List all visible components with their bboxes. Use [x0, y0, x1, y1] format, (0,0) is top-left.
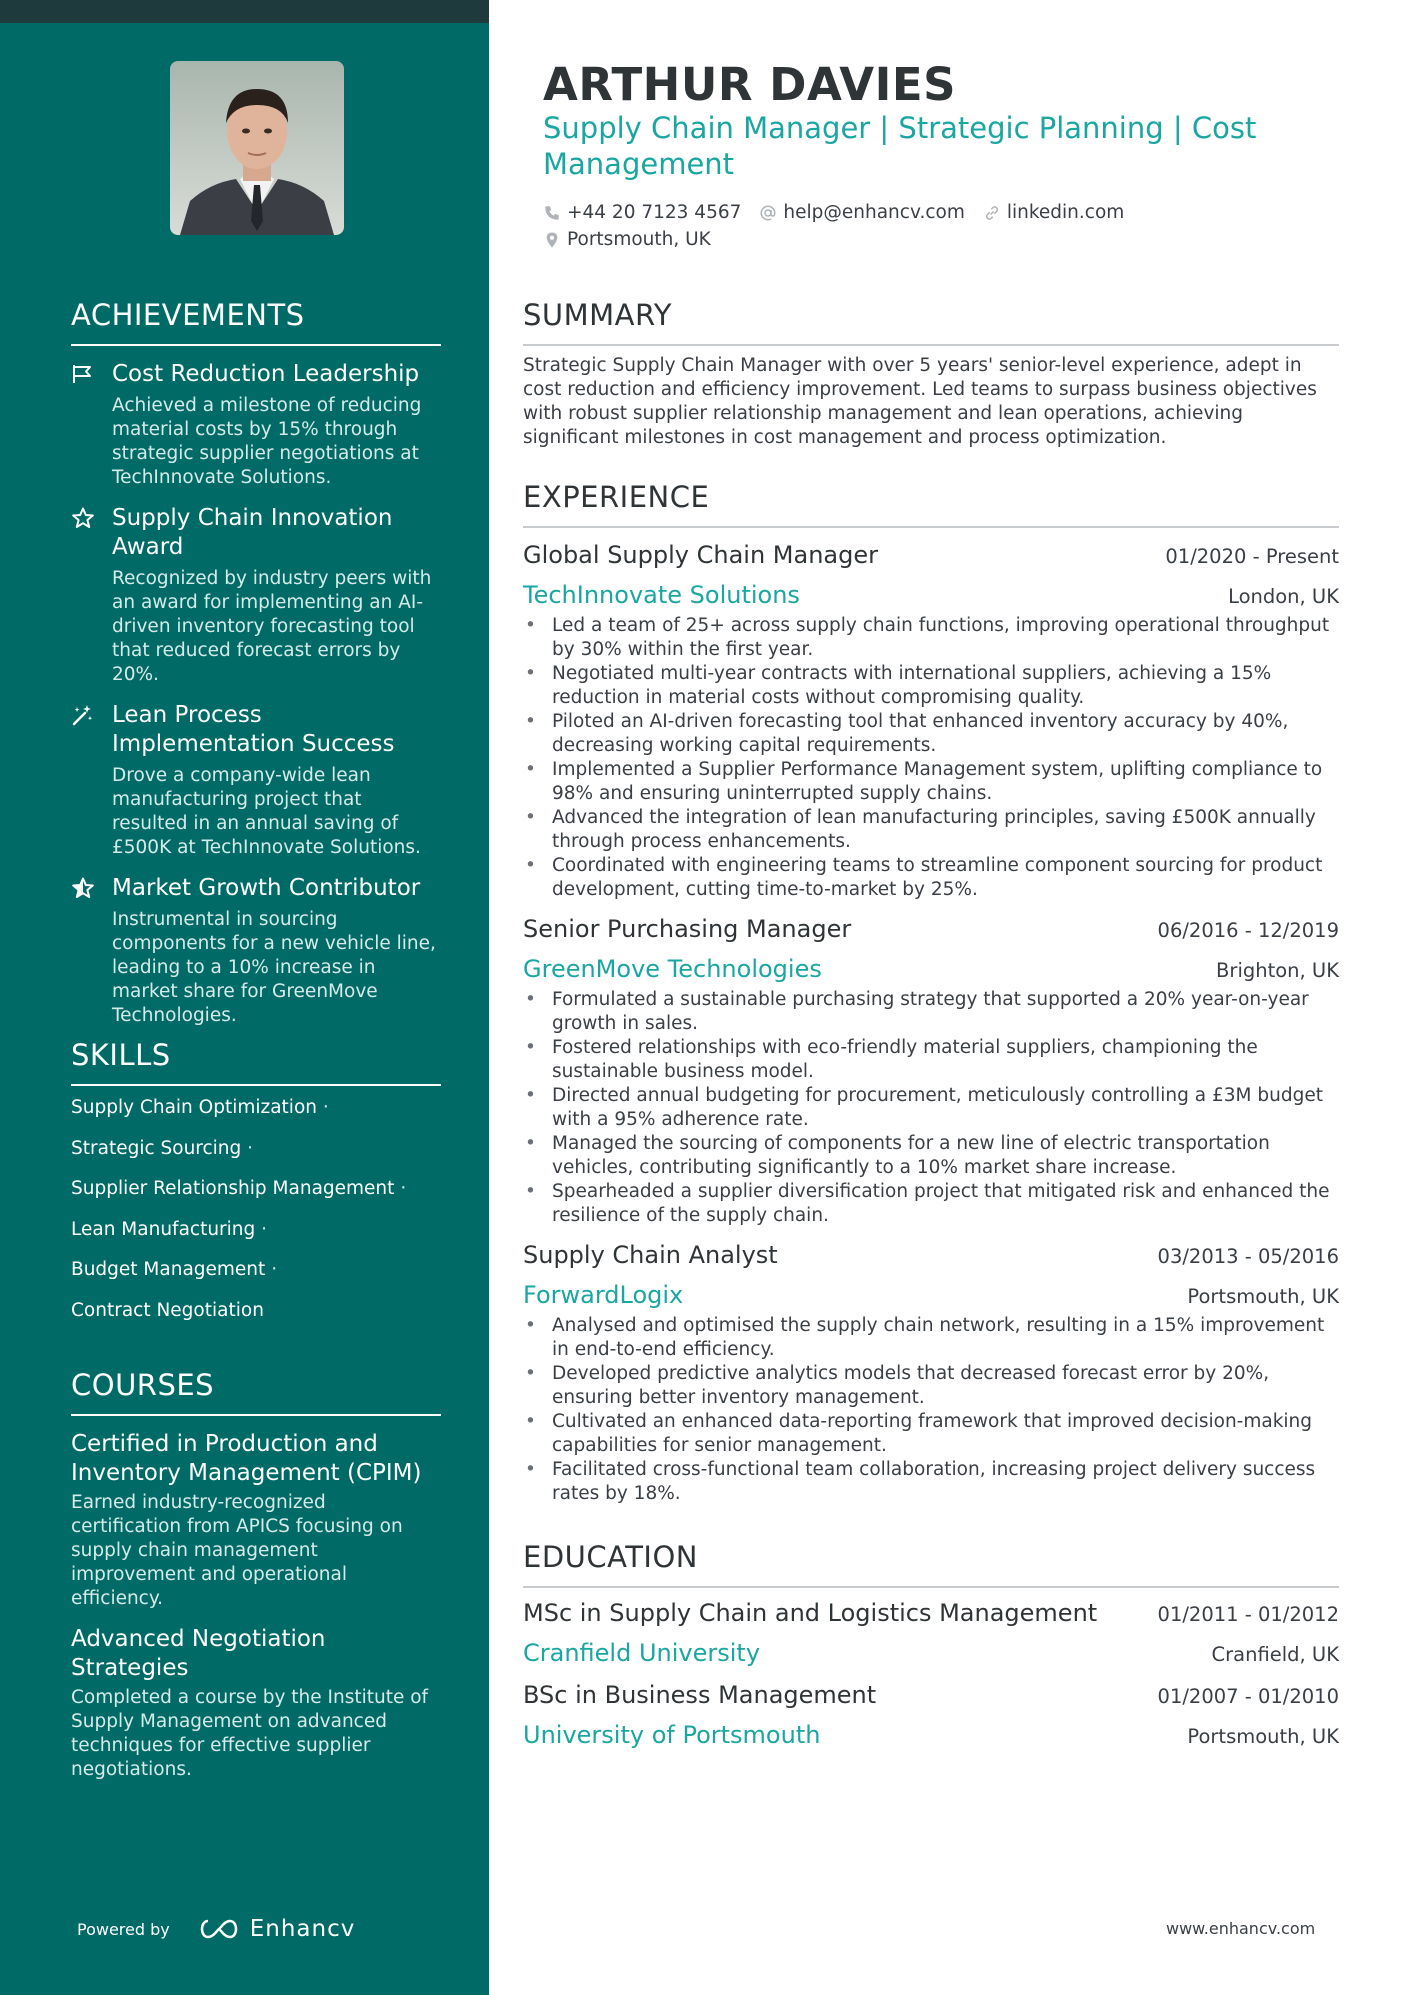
job-location: Brighton, UK [1216, 959, 1339, 982]
job-bullet: • Fostered relationships with eco-friendly material suppliers, championing the sustainable business model. [523, 1036, 1339, 1084]
job-company: GreenMove Technologies [523, 955, 822, 983]
job-bullet: • Directed annual budgeting for procurement, meticulously controlling a £3M budget with a 95% adherence rate. [523, 1084, 1339, 1132]
education-section [523, 1540, 1339, 1752]
achievement-description: Drove a company-wide lean manufacturing project that resulted in an annual saving of £500K at TechInnovate Solutions. [112, 765, 421, 858]
skills-section [71, 1038, 441, 1329]
achievement-title: Cost Reduction Leadership [112, 361, 420, 387]
skill-item [71, 1127, 441, 1168]
course-description: Earned industry-recognized certification from APICS focusing on supply chain management improvement and operational efficiency. [71, 1492, 403, 1609]
job-date: 03/2013 - 05/2016 [1157, 1245, 1339, 1268]
skill-separator: · [400, 1178, 407, 1199]
star-icon [71, 506, 95, 530]
job-bullet: • Managed the sourcing of components for a new line of electric transportation vehicles, contributing significantly to a 10% market share increase. [523, 1132, 1339, 1180]
enhancv-logo-icon [196, 1917, 242, 1941]
achievement-item [71, 701, 441, 860]
job-location: London, UK [1228, 585, 1339, 608]
job-company: TechInnovate Solutions [523, 581, 800, 609]
achievements-section [71, 298, 441, 1028]
linkedin-contact[interactable] [983, 202, 1124, 223]
education-date: 01/2011 - 01/2012 [1157, 1603, 1339, 1626]
job-date: 01/2020 - Present [1165, 545, 1339, 568]
achievement-description: Instrumental in sourcing components for a new vehicle line, leading to a 10% increase in market share for GreenMove Technologies. [112, 909, 436, 1026]
skill-label: Lean Manufacturing [71, 1218, 256, 1240]
skill-separator: · [322, 1097, 329, 1118]
job-title: Senior Purchasing Manager [523, 915, 852, 943]
location-pin-icon [543, 231, 561, 249]
job-bullet: • Facilitated cross-functional team collaboration, increasing project delivery success rates by 18%. [523, 1458, 1339, 1506]
job-company: ForwardLogix [523, 1281, 684, 1309]
achievements-heading: ACHIEVEMENTS [71, 298, 441, 346]
summary-heading: SUMMARY [523, 298, 1339, 346]
skill-item [71, 1208, 441, 1249]
job-entry [523, 1238, 1339, 1506]
education-date: 01/2007 - 01/2010 [1157, 1685, 1339, 1708]
candidate-name: ARTHUR DAVIES [543, 58, 957, 111]
magic-wand-icon [71, 703, 95, 727]
achievement-item [71, 360, 441, 490]
skill-item [71, 1248, 441, 1289]
linkedin-link: linkedin.com [1006, 202, 1125, 223]
degree-title: BSc in Business Management [523, 1681, 877, 1709]
skill-label: Supplier Relationship Management [71, 1178, 395, 1199]
education-entry [523, 1596, 1339, 1670]
degree-title: MSc in Supply Chain and Logistics Management [523, 1599, 1098, 1627]
job-entry [523, 538, 1339, 902]
sidebar-top-bar [0, 0, 489, 23]
job-date: 06/2016 - 12/2019 [1157, 919, 1339, 942]
achievement-title: Lean Process Implementation Success [112, 702, 395, 757]
job-bullet: • Negotiated multi-year contracts with international suppliers, achieving a 15% reduction in material costs without compromising quality. [523, 662, 1339, 710]
course-title: Advanced Negotiation Strategies [71, 1626, 326, 1681]
job-location: Portsmouth, UK [1187, 1285, 1339, 1308]
job-bullet: • Cultivated an enhanced data-reporting framework that improved decision-making capabilities for senior management. [523, 1410, 1339, 1458]
education-entry [523, 1678, 1339, 1752]
skill-label: Budget Management [71, 1259, 266, 1280]
skill-item [71, 1167, 441, 1208]
achievement-description: Achieved a milestone of reducing material costs by 15% through strategic supplier negotiations at TechInnovate Solutions. [112, 395, 422, 488]
summary-section [523, 298, 1339, 450]
flag-icon [71, 362, 95, 386]
school-location: Cranfield, UK [1211, 1643, 1339, 1666]
enhancv-brand: Enhancv [249, 1916, 356, 1942]
skills-heading: SKILLS [71, 1038, 441, 1086]
achievement-description: Recognized by industry peers with an award for implementing an AI-driven inventory forecasting tool that reduced forecast errors by 20%. [112, 568, 432, 685]
candidate-tagline: Supply Chain Manager | Strategic Planning | Cost Management [543, 111, 1257, 181]
course-item [71, 1625, 441, 1782]
half-star-icon [71, 876, 95, 900]
at-icon [759, 204, 777, 222]
achievement-item [71, 504, 441, 687]
skill-separator: · [261, 1218, 268, 1240]
location-text: Portsmouth, UK [567, 229, 711, 250]
powered-by [77, 1916, 355, 1942]
job-entry [523, 912, 1339, 1228]
phone-contact[interactable] [543, 202, 741, 223]
powered-by-label: Powered by [77, 1919, 170, 1939]
skill-label: Supply Chain Optimization [71, 1097, 317, 1118]
skill-label: Contract Negotiation [71, 1299, 264, 1321]
course-item [71, 1430, 441, 1611]
enhancv-logo[interactable] [196, 1916, 356, 1942]
contact-info [543, 199, 1303, 253]
job-bullet: • Coordinated with engineering teams to streamline component sourcing for product development, cutting time-to-market by 25%. [523, 854, 1339, 902]
course-description: Completed a course by the Institute of Supply Management on advanced techniques for effective supplier negotiations. [71, 1687, 429, 1780]
phone-icon [543, 204, 561, 222]
footer-url[interactable]: www.enhancv.com [1166, 1919, 1316, 1938]
course-title: Certified in Production and Inventory Management (CPIM) [71, 1431, 422, 1486]
job-bullets [523, 988, 1339, 1228]
school-location: Portsmouth, UK [1187, 1725, 1339, 1748]
profile-photo [170, 61, 344, 235]
email-contact[interactable] [759, 202, 964, 223]
achievement-title: Supply Chain Innovation Award [112, 505, 393, 560]
job-title: Global Supply Chain Manager [523, 541, 878, 569]
skill-item [71, 1289, 441, 1330]
job-bullet: • Implemented a Supplier Performance Management system, uplifting compliance to 98% and ensuring uninterrupted supply chains. [523, 758, 1339, 806]
sidebar [0, 0, 489, 1995]
experience-heading: EXPERIENCE [523, 480, 1339, 528]
skill-label: Strategic Sourcing [71, 1137, 242, 1159]
achievement-title: Market Growth Contributor [112, 875, 421, 901]
job-bullet: • Formulated a sustainable purchasing strategy that supported a 20% year-on-year growth in sales. [523, 988, 1339, 1036]
school-name: Cranfield University [523, 1639, 761, 1667]
skill-separator: · [271, 1259, 278, 1280]
courses-section [71, 1368, 441, 1782]
job-bullet: • Led a team of 25+ across supply chain functions, improving operational throughput by 30% within the first year. [523, 614, 1339, 662]
job-bullets [523, 614, 1339, 902]
experience-section [523, 480, 1339, 1506]
link-icon [983, 204, 1001, 222]
school-name: University of Portsmouth [523, 1721, 821, 1749]
phone-number: +44 20 7123 4567 [567, 202, 742, 223]
job-bullet: • Piloted an AI-driven forecasting tool that enhanced inventory accuracy by 40%, decreasing working capital requirements. [523, 710, 1339, 758]
job-bullet: • Developed predictive analytics models that decreased forecast error by 20%, ensuring better inventory management. [523, 1362, 1339, 1410]
job-bullets [523, 1314, 1339, 1506]
education-heading: EDUCATION [523, 1540, 1339, 1588]
location-contact [543, 229, 711, 250]
skill-item [71, 1086, 441, 1127]
job-bullet: • Analysed and optimised the supply chain network, resulting in a 15% improvement in end-to-end efficiency. [523, 1314, 1339, 1362]
summary-text: Strategic Supply Chain Manager with over 5 years' senior-level experience, adept in cost reduction and efficiency improvement. Led teams to surpass business objectives with robust supplier relationship management and lean operations, achieving significant milestones in cost management and process optimization. [523, 355, 1317, 448]
job-bullet: • Advanced the integration of lean manufacturing principles, saving £500K annually through process enhancements. [523, 806, 1339, 854]
achievement-item [71, 874, 441, 1028]
courses-heading: COURSES [71, 1368, 441, 1416]
job-bullet: • Spearheaded a supplier diversification project that mitigated risk and enhanced the resilience of the supply chain. [523, 1180, 1339, 1228]
job-title: Supply Chain Analyst [523, 1241, 778, 1269]
skill-separator: · [247, 1137, 254, 1159]
email-address: help@enhancv.com [783, 202, 965, 223]
